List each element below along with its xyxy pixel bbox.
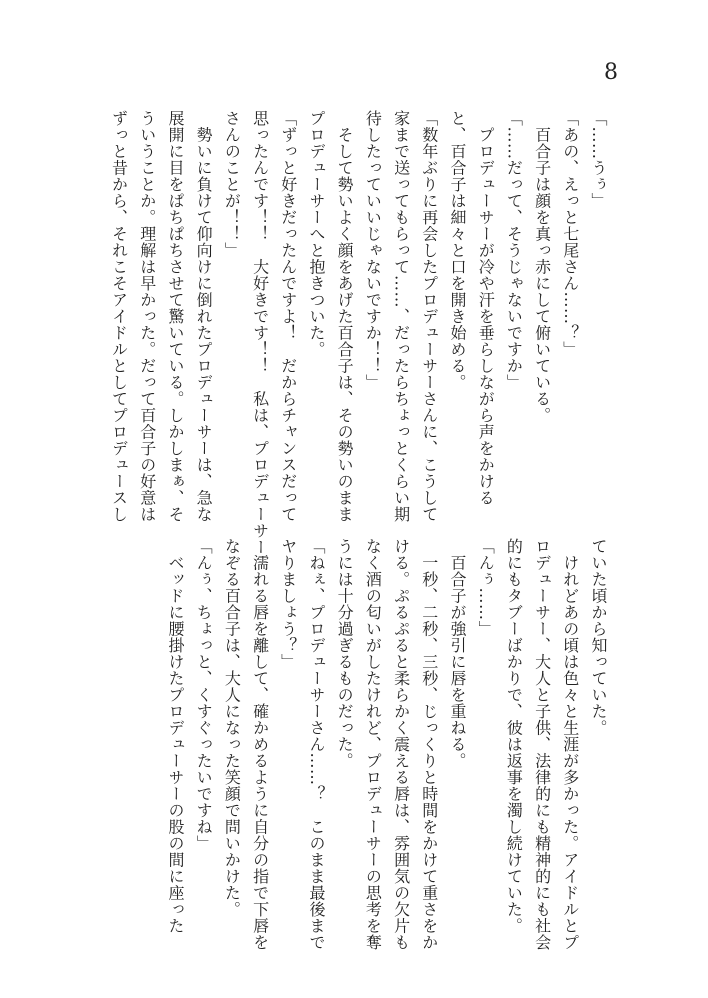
text-line: うには十分過ぎるものだった。: [335, 538, 355, 769]
text-line: 「数年ぶりに再会したプロデューサーさんに、こうして: [419, 110, 439, 523]
text-line: ういうことか。理解は早かった。だって百合子の好意は: [137, 110, 157, 523]
text-line: 勢いに負けて仰向けに倒れたプロデューサーは、急な: [194, 110, 214, 523]
text-line: 濡れる唇を離して、確かめるように自分の指で下唇を: [250, 538, 270, 951]
text-line: ていた頃から知っていた。: [589, 538, 608, 736]
text-block-top: [104, 110, 612, 556]
page-number: 8: [604, 60, 618, 85]
text-line: 待したっていいじゃないですか！！」: [363, 110, 383, 391]
text-line: 「んぅ……」: [476, 538, 496, 637]
text-line: 「……だって、そうじゃないですか」: [504, 110, 524, 391]
text-line: 「ねぇ、プロデューサーさん……？ このまま最後まで: [306, 538, 326, 951]
text-line: ける。ぷるぷると柔らかく震える唇は、雰囲気の欠片も: [391, 538, 411, 951]
text-line: 思ったんです！！ 大好きです！！ 私は、プロデューサー: [250, 110, 270, 556]
text-block-bottom: [161, 538, 612, 951]
text-line: 「ずっと好きだったんですよ！ だからチャンスだって: [278, 110, 298, 523]
text-line: 家まで送ってもらって……、だったらちょっとくらい期: [391, 110, 411, 523]
text-line: プロデューサーへと抱きついた。: [306, 110, 326, 358]
text-line: なく酒の匂いがしたけれど、プロデューサーの思考を奪: [363, 538, 383, 951]
text-line: そして勢いよく顔をあげた百合子は、その勢いのまま: [335, 110, 355, 523]
text-line: ずっと昔から、それこそアイドルとしてプロデュースし: [109, 110, 129, 523]
text-line: ベッドに腰掛けたプロデューサーの股の間に座った: [165, 538, 185, 934]
text-line: 「あの、えっと七尾さん……？」: [560, 110, 580, 358]
text-line: ヤりましょう？」: [278, 538, 298, 670]
text-line: 百合子は顔を真っ赤にして俯いている。: [532, 110, 552, 424]
text-line: 「……うぅ」: [589, 110, 608, 209]
text-line: さんのことが！！」: [222, 110, 242, 259]
text-line: ロデューサー、大人と子供、法律的にも精神的にも社会: [532, 538, 552, 951]
text-line: 一秒、二秒、三秒、じっくりと時間をかけて重さをか: [419, 538, 439, 951]
text-line: なぞる百合子は、大人になった笑顔で問いかけた。: [222, 538, 242, 918]
text-line: 的にもタブーばかりで、彼は返事を濁し続けていた。: [504, 538, 524, 934]
text-line: 百合子が強引に唇を重ねる。: [447, 538, 467, 769]
text-line: けれどあの頃は色々と生涯が多かった。アイドルとプ: [560, 538, 580, 951]
text-line: プロデューサーが冷や汗を垂らしながら声をかける: [476, 110, 496, 506]
text-line: 展開に目をぱちぱちさせて驚いている。しかしまぁ、そ: [165, 110, 185, 523]
text-line: と、百合子は細々と口を開き始める。: [447, 110, 467, 391]
text-line: 「んぅ、ちょっと、くすぐったいですね」: [194, 538, 214, 852]
